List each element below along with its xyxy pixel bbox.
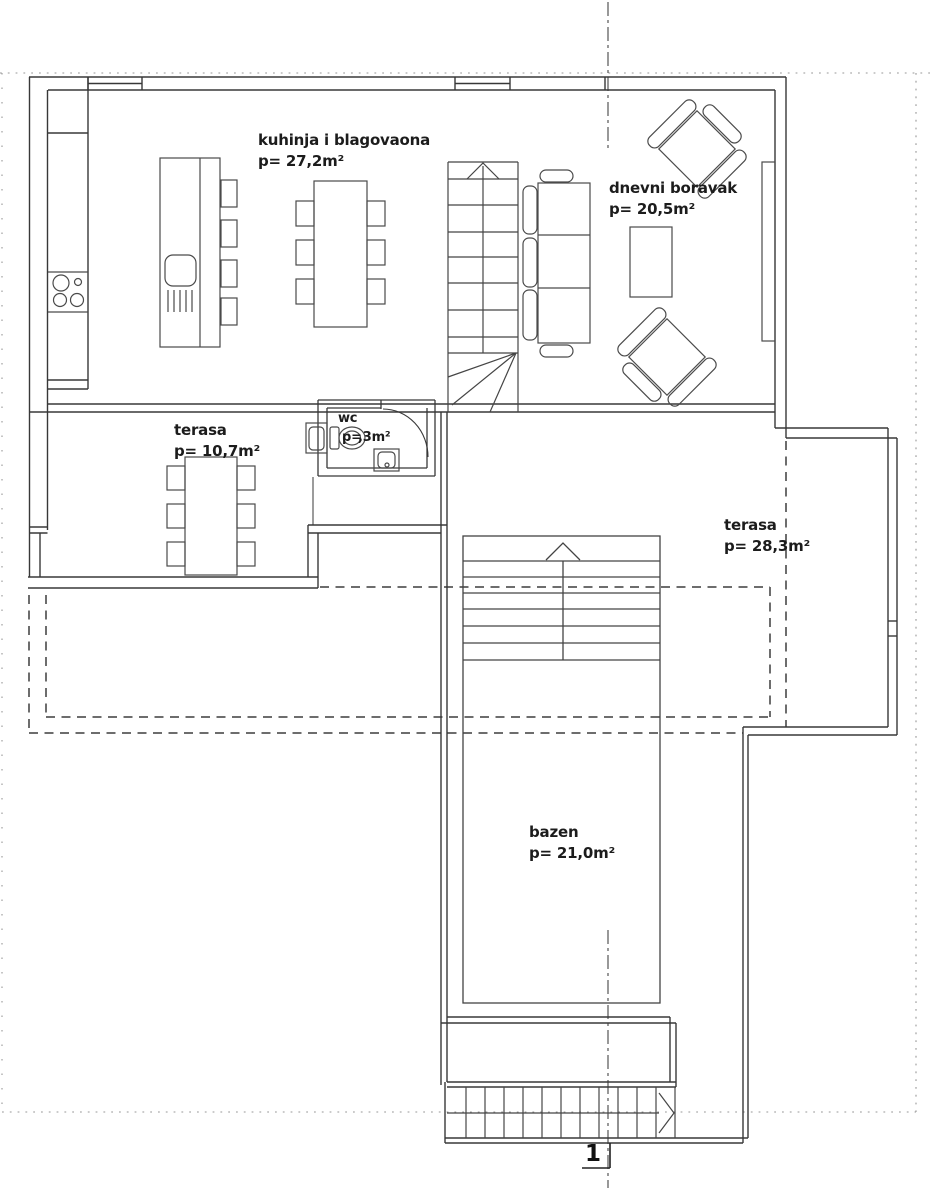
- terrace-chair: [237, 466, 255, 490]
- pool-basin: [463, 536, 660, 1003]
- kitchen-furniture: [48, 158, 237, 347]
- dining-chair: [367, 240, 385, 265]
- sofa-back-cushion: [523, 238, 537, 287]
- terrace-small-area: p= 10,7m²: [174, 442, 260, 460]
- dining-chair: [367, 201, 385, 226]
- wc-name: wc: [338, 411, 358, 426]
- bar-stool: [221, 298, 237, 325]
- coffee-table: [630, 227, 672, 297]
- toilet-tank: [330, 427, 339, 449]
- living-room-furniture: [523, 90, 775, 417]
- kitchen-name: kuhinja i blagovaona: [258, 131, 431, 149]
- pool-area: p= 21,0m²: [529, 844, 615, 862]
- wc-label: [338, 411, 357, 427]
- sofa-back-cushion: [523, 290, 537, 340]
- stair-direction-arrow: [659, 1093, 674, 1133]
- pool-name: bazen: [529, 823, 579, 841]
- wc-area-suffix: ,3m²: [358, 430, 391, 445]
- dining-table-set: [296, 181, 385, 327]
- bar-stool: [221, 220, 237, 247]
- pool: [463, 536, 660, 1003]
- terrace-large-name: terasa: [724, 516, 777, 534]
- living-room-area: p= 20,5m²: [609, 200, 695, 218]
- island-sink: [165, 255, 196, 286]
- dining-chair: [296, 240, 314, 265]
- terrace-large-area: p= 28,3m²: [724, 537, 810, 555]
- kitchen-area: p= 27,2m²: [258, 152, 344, 170]
- dining-table: [314, 181, 367, 327]
- pool-steps-arrow: [546, 543, 580, 560]
- sofa-back-cushion: [523, 186, 537, 234]
- living-room-name: dnevni boravak: [609, 179, 738, 197]
- bar-stool: [221, 260, 237, 287]
- section-number: 1: [585, 1141, 602, 1167]
- sofa: [538, 183, 590, 343]
- living-room-label: [609, 178, 737, 220]
- terrace-large-label: [724, 515, 810, 557]
- terrace-chair: [167, 466, 185, 490]
- terrace-chair: [167, 542, 185, 566]
- dining-chair: [296, 279, 314, 304]
- bar-stool: [221, 180, 237, 207]
- main-staircase: [448, 162, 518, 412]
- dining-chair: [296, 201, 314, 226]
- media-shelf: [762, 162, 775, 341]
- wc-area-prefix: p=: [342, 430, 362, 445]
- sofa-armrest: [540, 170, 573, 182]
- sofa-armrest: [540, 345, 573, 357]
- kitchen-island: [160, 158, 220, 347]
- dining-chair: [367, 279, 385, 304]
- terrace-chair: [237, 504, 255, 528]
- terrace-chair: [237, 542, 255, 566]
- roof-overhang-dashed: [29, 441, 786, 733]
- terrace-table: [185, 457, 237, 575]
- lower-staircase: [447, 1087, 675, 1138]
- terrace-small-label: [174, 420, 260, 462]
- terrace-chair: [167, 504, 185, 528]
- pool-label: [529, 822, 615, 864]
- terrace-small-name: terasa: [174, 421, 227, 439]
- kitchen-label: [258, 130, 430, 172]
- terrace-table-set: [167, 457, 255, 575]
- armchair: [608, 305, 719, 416]
